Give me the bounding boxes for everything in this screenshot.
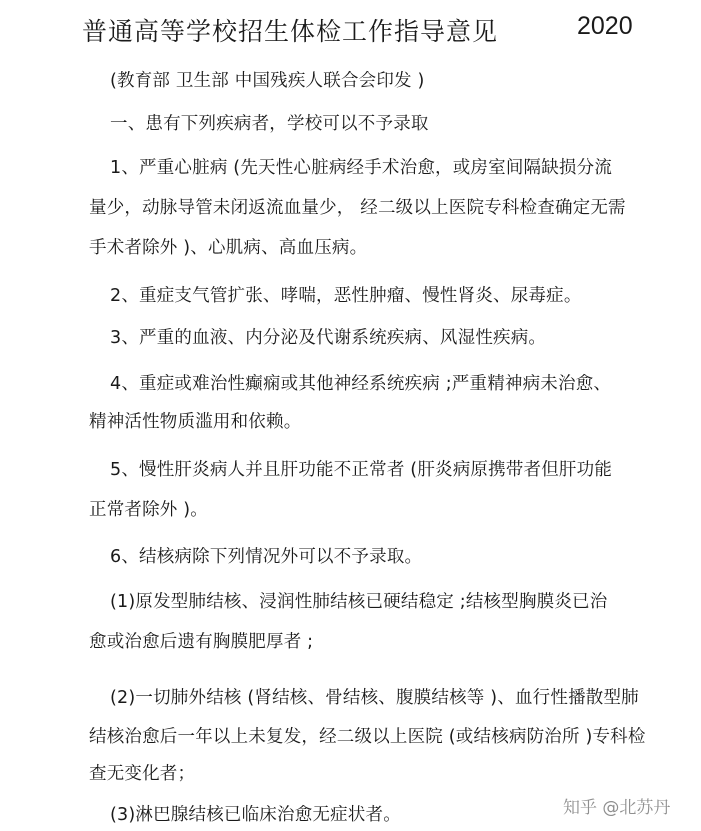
section-heading: 一、患有下列疾病者，学校可以不予录取 xyxy=(110,114,429,134)
item-4-line-1: 4、重症或难治性癫痫或其他神经系统疾病 ;严重精神病未治愈、 xyxy=(110,374,612,394)
item-6-2-line-2: 结核治愈后一年以上未复发，经二级以上医院 (或结核病防治所 )专科检 xyxy=(89,727,646,747)
item-1-line-2: 量少，动脉导管未闭返流血量少， 经二级以上医院专科检查确定无需 xyxy=(89,198,626,218)
item-1-line-3: 手术者除外 )、心肌病、高血压病。 xyxy=(89,238,368,258)
watermark: 知乎 @北苏丹 xyxy=(563,798,671,818)
item-3: 3、严重的血液、内分泌及代谢系统疾病、风湿性疾病。 xyxy=(110,328,547,348)
item-6-2-line-1: (2)一切肺外结核 (肾结核、骨结核、腹膜结核等 )、血行性播散型肺 xyxy=(110,688,639,708)
item-5-line-2: 正常者除外 )。 xyxy=(89,500,208,520)
item-4-line-2: 精神活性物质滥用和依赖。 xyxy=(89,412,302,432)
item-1-line-1: 1、严重心脏病 (先天性心脏病经手术治愈，或房室间隔缺损分流 xyxy=(110,158,613,178)
item-6-1-line-2: 愈或治愈后遗有胸膜肥厚者 ; xyxy=(89,632,314,652)
item-5-line-1: 5、慢性肝炎病人并且肝功能不正常者 (肝炎病原携带者但肝功能 xyxy=(110,460,613,480)
item-6-1-line-1: (1)原发型肺结核、浸润性肺结核已硬结稳定 ;结核型胸膜炎已治 xyxy=(110,592,608,612)
item-6: 6、结核病除下列情况外可以不予录取。 xyxy=(110,547,423,567)
document-title: 普通高等学校招生体检工作指导意见 xyxy=(82,17,499,46)
document-year: 2020 xyxy=(577,12,633,40)
issuer-line: (教育部 卫生部 中国残疾人联合会印发 ) xyxy=(110,71,425,91)
item-2: 2、重症支气管扩张、哮喘，恶性肿瘤、慢性肾炎、尿毒症。 xyxy=(110,286,582,306)
item-6-3: (3)淋巴腺结核已临床治愈无症状者。 xyxy=(110,805,401,825)
item-6-2-line-3: 查无变化者； xyxy=(89,764,196,784)
